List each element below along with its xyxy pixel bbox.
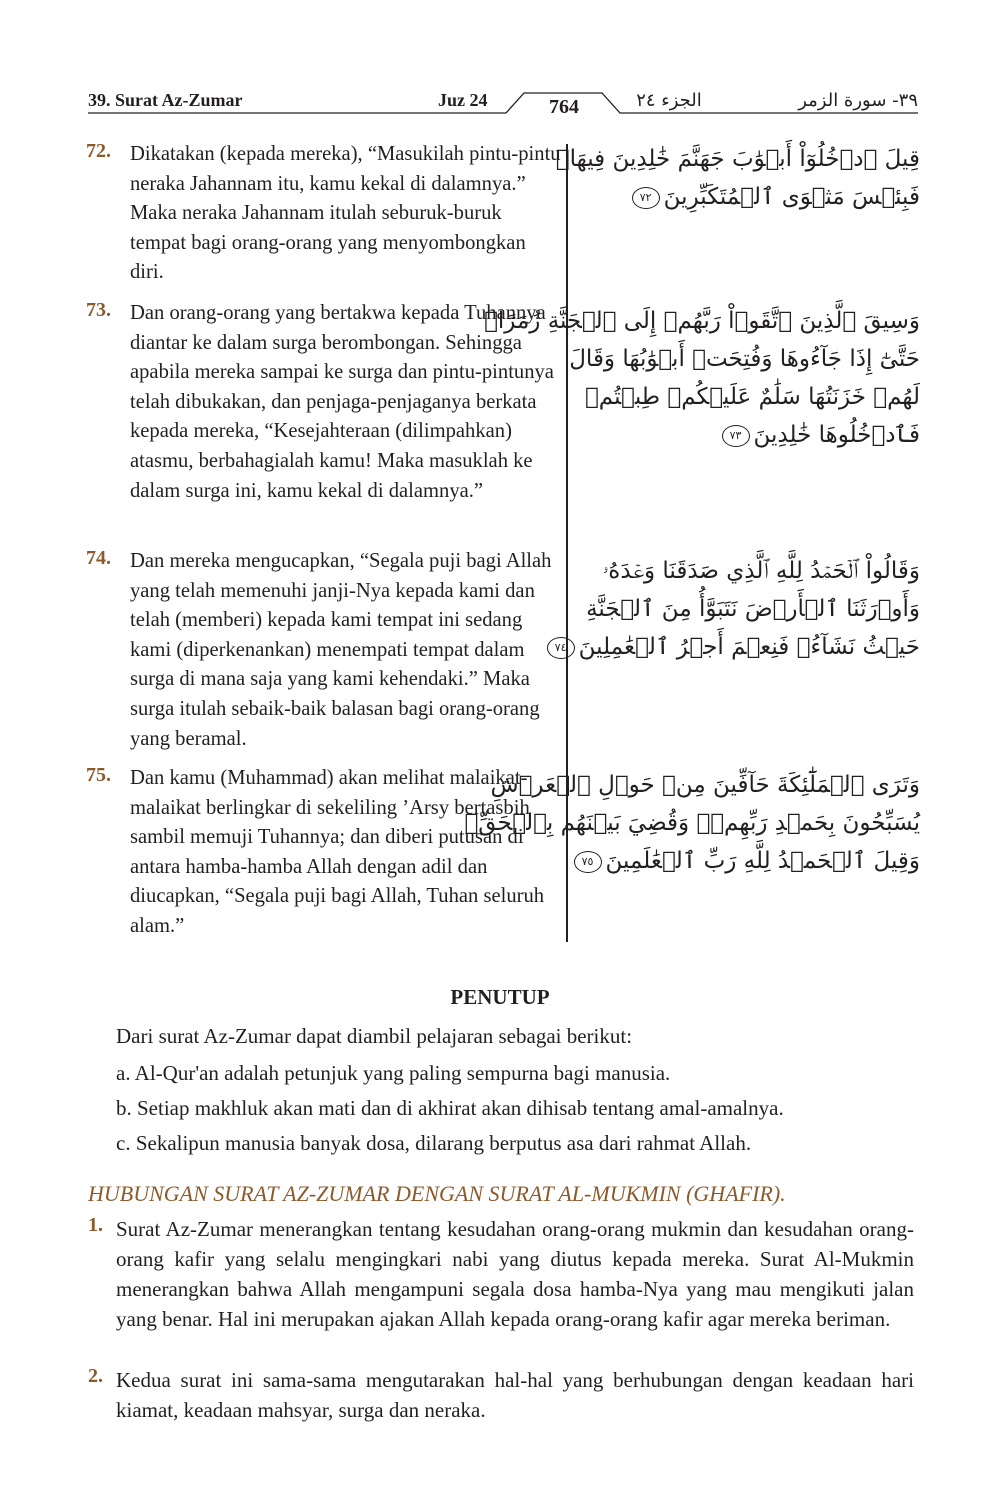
relation-item-number: 2.: [88, 1365, 103, 1387]
surah-label: 39. Surat Az-Zumar: [88, 90, 243, 110]
verse-translation-72: [86, 140, 561, 288]
ayah-end-marker: ٧٥: [574, 851, 602, 873]
verse-arabic-74: [554, 552, 920, 666]
page-number: 764: [549, 96, 579, 118]
verse-text: Dikatakan (kepada mereka), “Masukilah pintu-pintu neraka Jahannam itu, kamu kekal di dalamnya.” Maka neraka Jahannam itulah seburuk-buruk tempat bagi orang-orang yang menyombongkan diri.: [130, 143, 561, 284]
penutup-intro: Dari surat Az-Zumar dapat diambil pelajaran sebagai berikut:: [116, 1024, 633, 1048]
arabic-line: وَقِيلَ ٱلۡحَمۡدُ لِلَّهِ رَبِّ ٱلۡعَٰلَمِينَ: [605, 848, 920, 874]
verse-arabic-72: [555, 140, 920, 216]
juz-label: Juz 24: [438, 90, 488, 110]
verse-arabic-73: [484, 302, 920, 454]
relation-item-text: Surat Az-Zumar menerangkan tentang kesudahan orang-orang mukmin dan kesudahan orang-orang kafir yang selalu mengingkari nabi yang diutus kepada mereka. Surat Al-Mukmin menerangkan bahwa Allah mengampuni segala dosa hamba-Nya yang mau mengikuti jalan yang benar. Hal ini merupakan ajakan Allah kepada orang-orang kafir agar mereka beriman.: [116, 1217, 914, 1331]
arabic-line: وَقَالُواْ ٱلۡحَمۡدُ لِلَّهِ ٱلَّذِي صَدَقَنَا وَعۡدَهُۥ: [602, 558, 920, 584]
verse-number: 74.: [86, 547, 111, 569]
relation-item-number: 1.: [88, 1214, 103, 1236]
arabic-line: لَهُمۡ خَزَنَتُهَا سَلَٰمٌ عَلَيۡكُمۡ طِبۡتُمۡ: [584, 384, 920, 410]
arabic-line: فَبِئۡسَ مَثۡوَى ٱلۡمُتَكَبِّرِينَ: [663, 184, 920, 210]
ayah-end-marker: ٧٢: [632, 187, 660, 209]
relation-item-text: Kedua surat ini sama-sama mengutarakan hal-hal yang berhubungan dengan keadaan hari kiamat, keadaan mahsyar, surga dan neraka.: [116, 1368, 914, 1422]
verse-number: 75.: [86, 764, 111, 786]
arabic-line: يُسَبِّحُونَ بِحَمۡدِ رَبِّهِمۡۚ وَقُضِيَ بَيۡنَهُم بِٱلۡحَقِّۚ: [464, 810, 920, 836]
ayah-end-marker: ٧٣: [722, 425, 750, 447]
relation-item: [88, 1365, 914, 1425]
juz-arabic-label: الجزء ٢٤: [636, 90, 702, 111]
arabic-line: حَيۡثُ نَشَآءُۖ فَنِعۡمَ أَجۡرُ ٱلۡعَٰمِلِينَ: [578, 634, 920, 660]
arabic-line: وَتَرَى ٱلۡمَلَٰٓئِكَةَ حَآفِّينَ مِنۡ حَوۡلِ ٱلۡعَرۡشِ: [490, 772, 920, 798]
verse-text: Dan kamu (Muhammad) akan melihat malaikat-malaikat berlingkar di sekeliling ’Arsy bertasbih sambil memuji Tuhannya; dan diberi putusan di antara hamba-hamba Allah dengan adil dan diucapkan, “Segala puji bagi Allah, Tuhan seluruh alam.”: [130, 767, 545, 937]
verse-text: Dan mereka mengucapkan, “Segala puji bagi Allah yang telah memenuhi janji-Nya kepada kami dan telah (memberi) kepada kami tempat ini sedang kami (diperkenankan) menempati tempat dalam surga di mana saja yang kami kehendaki.” Maka surga itulah sebaik-baik balasan bagi orang-orang yang beramal.: [130, 550, 552, 750]
arabic-line: وَأَوۡرَثَنَا ٱلۡأَرۡضَ نَتَبَوَّأُ مِنَ ٱلۡجَنَّةِ: [586, 596, 920, 622]
arabic-line: وَسِيقَ ٱلَّذِينَ ٱتَّقَوۡاْ رَبَّهُمۡ إِلَى ٱلۡجَنَّةِ زُمَرًاۖ: [484, 308, 920, 334]
verse-number: 73.: [86, 299, 111, 321]
surah-arabic-label: ٣٩- سورة الزمر: [798, 90, 918, 111]
arabic-line: فَٱدۡخُلُوهَا خَٰلِدِينَ: [753, 422, 920, 448]
relation-item: [88, 1214, 914, 1334]
ayah-end-marker: ٧٤: [547, 637, 575, 659]
verse-text: Dan orang-orang yang bertakwa kepada Tuhannya diantar ke dalam surga berombongan. Sehingga apabila mereka sampai ke surga dan pintu-pintunya telah dibukakan, dan penjaga-penjaganya berkata kepada mereka, “Kesejahteraan (dilimpahkan) atasmu, berbahagialah kamu! Maka masuklah ke dalam surga ini, kamu kekal di dalamnya.”: [130, 302, 554, 502]
verse-translation-74: [86, 547, 561, 754]
penutup-point: b. Setiap makhluk akan mati dan di akhirat akan dihisab tentang amal-amalnya.: [116, 1096, 784, 1120]
penutup-title: PENUTUP: [450, 985, 550, 1009]
verse-translation-75: [86, 764, 561, 942]
verse-number: 72.: [86, 140, 111, 162]
relation-heading: HUBUNGAN SURAT AZ-ZUMAR DENGAN SURAT AL-MUKMIN (GHAFIR).: [88, 1181, 786, 1206]
page-header: [88, 90, 918, 130]
arabic-line: قِيلَ ٱدۡخُلُوٓاْ أَبۡوَٰبَ جَهَنَّمَ خَٰلِدِينَ فِيهَاۖ: [555, 146, 920, 172]
arabic-line: حَتَّىٰٓ إِذَا جَآءُوهَا وَفُتِحَتۡ أَبۡوَٰبُهَا وَقَالَ: [569, 346, 920, 372]
penutup-point: a. Al-Qur'an adalah petunjuk yang paling sempurna bagi manusia.: [116, 1061, 671, 1085]
verse-arabic-75: [464, 766, 920, 880]
penutup-point: c. Sekalipun manusia banyak dosa, dilarang berputus asa dari rahmat Allah.: [116, 1131, 752, 1155]
